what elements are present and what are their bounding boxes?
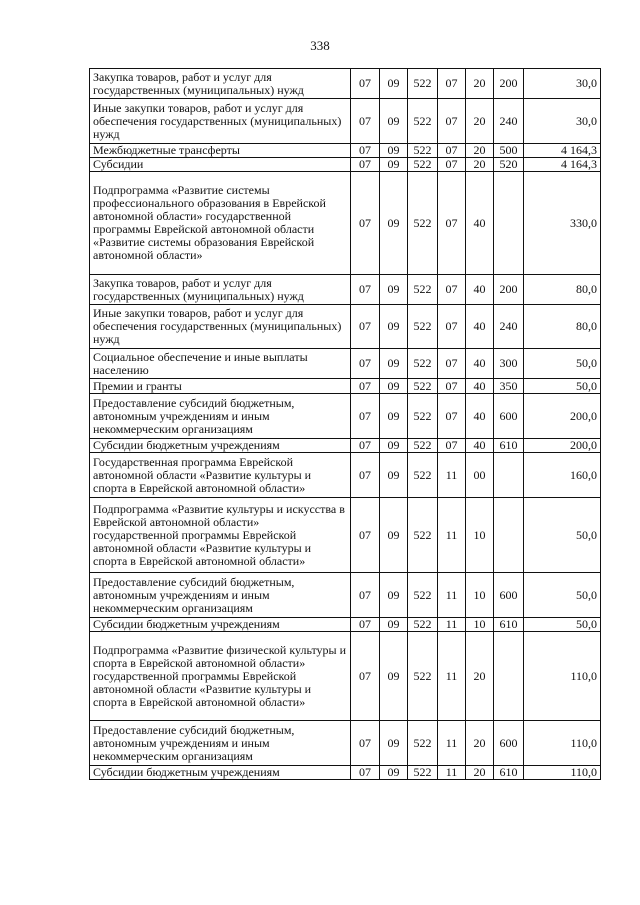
table-row [90, 172, 601, 275]
section-code: 07 [351, 453, 380, 498]
target-item-code-2: 11 [438, 453, 466, 498]
target-item-code-3: 40 [466, 275, 494, 305]
section-code: 07 [351, 618, 380, 632]
target-item-code-1: 522 [408, 172, 438, 275]
target-item-code-1: 522 [408, 453, 438, 498]
target-item-code-1: 522 [408, 275, 438, 305]
amount: 50,0 [524, 349, 601, 379]
amount: 4 164,3 [524, 144, 601, 158]
target-item-code-2: 07 [438, 305, 466, 349]
table-row [90, 766, 601, 780]
expense-type-code: 610 [494, 439, 524, 453]
target-item-code-3: 20 [466, 144, 494, 158]
table-row [90, 439, 601, 453]
subsection-code: 09 [380, 69, 408, 99]
target-item-code-2: 11 [438, 766, 466, 780]
table-row [90, 721, 601, 766]
target-item-code-2: 11 [438, 573, 466, 618]
row-name: Закупка товаров, работ и услуг для государственных (муниципальных) нужд [90, 275, 351, 305]
amount: 160,0 [524, 453, 601, 498]
table-row [90, 275, 601, 305]
expense-type-code [494, 172, 524, 275]
expense-type-code [494, 453, 524, 498]
target-item-code-1: 522 [408, 99, 438, 144]
target-item-code-2: 11 [438, 498, 466, 573]
page-number: 338 [310, 38, 330, 53]
target-item-code-2: 11 [438, 618, 466, 632]
target-item-code-2: 07 [438, 275, 466, 305]
table-row [90, 573, 601, 618]
target-item-code-1: 522 [408, 394, 438, 439]
section-code: 07 [351, 305, 380, 349]
row-name: Субсидии [90, 158, 351, 172]
target-item-code-3: 00 [466, 453, 494, 498]
target-item-code-2: 07 [438, 349, 466, 379]
expense-type-code [494, 498, 524, 573]
row-name: Межбюджетные трансферты [90, 144, 351, 158]
table-row [90, 618, 601, 632]
expense-type-code [494, 632, 524, 721]
amount: 4 164,3 [524, 158, 601, 172]
amount: 110,0 [524, 632, 601, 721]
expense-type-code: 200 [494, 275, 524, 305]
target-item-code-1: 522 [408, 766, 438, 780]
section-code: 07 [351, 439, 380, 453]
target-item-code-1: 522 [408, 498, 438, 573]
target-item-code-2: 11 [438, 721, 466, 766]
target-item-code-3: 20 [466, 158, 494, 172]
amount: 80,0 [524, 305, 601, 349]
target-item-code-3: 20 [466, 721, 494, 766]
row-name: Социальное обеспечение и иные выплаты населению [90, 349, 351, 379]
amount: 200,0 [524, 439, 601, 453]
section-code: 07 [351, 69, 380, 99]
subsection-code: 09 [380, 349, 408, 379]
section-code: 07 [351, 275, 380, 305]
target-item-code-1: 522 [408, 379, 438, 394]
section-code: 07 [351, 172, 380, 275]
amount: 80,0 [524, 275, 601, 305]
expense-type-code: 610 [494, 766, 524, 780]
target-item-code-2: 07 [438, 69, 466, 99]
subsection-code: 09 [380, 573, 408, 618]
target-item-code-3: 40 [466, 379, 494, 394]
target-item-code-1: 522 [408, 158, 438, 172]
target-item-code-1: 522 [408, 618, 438, 632]
section-code: 07 [351, 498, 380, 573]
subsection-code: 09 [380, 498, 408, 573]
expense-type-code: 240 [494, 99, 524, 144]
expense-type-code: 600 [494, 721, 524, 766]
table-row [90, 99, 601, 144]
subsection-code: 09 [380, 99, 408, 144]
row-name: Предоставление субсидий бюджетным, автономным учреждениям и иным некоммерческим организациям [90, 573, 351, 618]
amount: 50,0 [524, 573, 601, 618]
target-item-code-2: 07 [438, 99, 466, 144]
target-item-code-3: 40 [466, 305, 494, 349]
expense-type-code: 600 [494, 394, 524, 439]
row-name: Подпрограмма «Развитие системы профессионального образования в Еврейской автономной области» государственной программы Еврейской автономной области «Развитие системы образования Еврейской автономной области» [90, 172, 351, 275]
subsection-code: 09 [380, 144, 408, 158]
section-code: 07 [351, 99, 380, 144]
section-code: 07 [351, 721, 380, 766]
row-name: Иные закупки товаров, работ и услуг для обеспечения государственных (муниципальных) нужд [90, 99, 351, 144]
target-item-code-1: 522 [408, 349, 438, 379]
expense-type-code: 350 [494, 379, 524, 394]
subsection-code: 09 [380, 766, 408, 780]
row-name: Закупка товаров, работ и услуг для государственных (муниципальных) нужд [90, 69, 351, 99]
target-item-code-2: 11 [438, 632, 466, 721]
target-item-code-3: 20 [466, 99, 494, 144]
target-item-code-1: 522 [408, 721, 438, 766]
section-code: 07 [351, 394, 380, 439]
amount: 50,0 [524, 618, 601, 632]
target-item-code-3: 10 [466, 498, 494, 573]
table-row [90, 349, 601, 379]
target-item-code-1: 522 [408, 439, 438, 453]
target-item-code-3: 10 [466, 618, 494, 632]
table-row [90, 632, 601, 721]
section-code: 07 [351, 158, 380, 172]
target-item-code-3: 40 [466, 172, 494, 275]
table-row [90, 69, 601, 99]
subsection-code: 09 [380, 172, 408, 275]
table-row [90, 453, 601, 498]
subsection-code: 09 [380, 439, 408, 453]
target-item-code-2: 07 [438, 394, 466, 439]
target-item-code-3: 10 [466, 573, 494, 618]
expense-type-code: 610 [494, 618, 524, 632]
target-item-code-2: 07 [438, 379, 466, 394]
row-name: Субсидии бюджетным учреждениям [90, 439, 351, 453]
target-item-code-3: 20 [466, 632, 494, 721]
target-item-code-3: 40 [466, 349, 494, 379]
table-row [90, 305, 601, 349]
table-row [90, 144, 601, 158]
expense-type-code: 200 [494, 69, 524, 99]
row-name: Государственная программа Еврейской автономной области «Развитие культуры и спорта в Еврейской автономной области» [90, 453, 351, 498]
expense-type-code: 240 [494, 305, 524, 349]
section-code: 07 [351, 144, 380, 158]
target-item-code-3: 20 [466, 766, 494, 780]
target-item-code-1: 522 [408, 573, 438, 618]
amount: 50,0 [524, 498, 601, 573]
expense-type-code: 300 [494, 349, 524, 379]
row-name: Премии и гранты [90, 379, 351, 394]
subsection-code: 09 [380, 275, 408, 305]
target-item-code-2: 07 [438, 439, 466, 453]
subsection-code: 09 [380, 305, 408, 349]
table-row [90, 394, 601, 439]
target-item-code-1: 522 [408, 632, 438, 721]
section-code: 07 [351, 632, 380, 721]
expense-type-code: 520 [494, 158, 524, 172]
row-name: Подпрограмма «Развитие физической культуры и спорта в Еврейской автономной области» государственной программы Еврейской автономной области «Развитие культуры и спорта в Еврейской автономной области» [90, 632, 351, 721]
target-item-code-2: 07 [438, 144, 466, 158]
table-row [90, 379, 601, 394]
row-name: Субсидии бюджетным учреждениям [90, 618, 351, 632]
subsection-code: 09 [380, 379, 408, 394]
amount: 330,0 [524, 172, 601, 275]
section-code: 07 [351, 349, 380, 379]
target-item-code-2: 07 [438, 158, 466, 172]
amount: 110,0 [524, 721, 601, 766]
budget-table-body [90, 69, 601, 780]
subsection-code: 09 [380, 158, 408, 172]
expense-type-code: 500 [494, 144, 524, 158]
row-name: Субсидии бюджетным учреждениям [90, 766, 351, 780]
target-item-code-1: 522 [408, 69, 438, 99]
row-name: Предоставление субсидий бюджетным, автономным учреждениям и иным некоммерческим организациям [90, 394, 351, 439]
row-name: Подпрограмма «Развитие культуры и искусства в Еврейской автономной области» государственной программы Еврейской автономной области «Развитие культуры и спорта в Еврейской автономной области» [90, 498, 351, 573]
table-row [90, 158, 601, 172]
section-code: 07 [351, 379, 380, 394]
target-item-code-2: 07 [438, 172, 466, 275]
subsection-code: 09 [380, 632, 408, 721]
target-item-code-3: 20 [466, 69, 494, 99]
amount: 50,0 [524, 379, 601, 394]
amount: 30,0 [524, 99, 601, 144]
row-name: Иные закупки товаров, работ и услуг для обеспечения государственных (муниципальных) нужд [90, 305, 351, 349]
target-item-code-1: 522 [408, 144, 438, 158]
section-code: 07 [351, 766, 380, 780]
table-row [90, 498, 601, 573]
section-code: 07 [351, 573, 380, 618]
subsection-code: 09 [380, 453, 408, 498]
subsection-code: 09 [380, 721, 408, 766]
amount: 110,0 [524, 766, 601, 780]
target-item-code-3: 40 [466, 439, 494, 453]
amount: 200,0 [524, 394, 601, 439]
budget-table [89, 68, 601, 780]
subsection-code: 09 [380, 394, 408, 439]
target-item-code-3: 40 [466, 394, 494, 439]
row-name: Предоставление субсидий бюджетным, автономным учреждениям и иным некоммерческим организациям [90, 721, 351, 766]
expense-type-code: 600 [494, 573, 524, 618]
target-item-code-1: 522 [408, 305, 438, 349]
amount: 30,0 [524, 69, 601, 99]
subsection-code: 09 [380, 618, 408, 632]
